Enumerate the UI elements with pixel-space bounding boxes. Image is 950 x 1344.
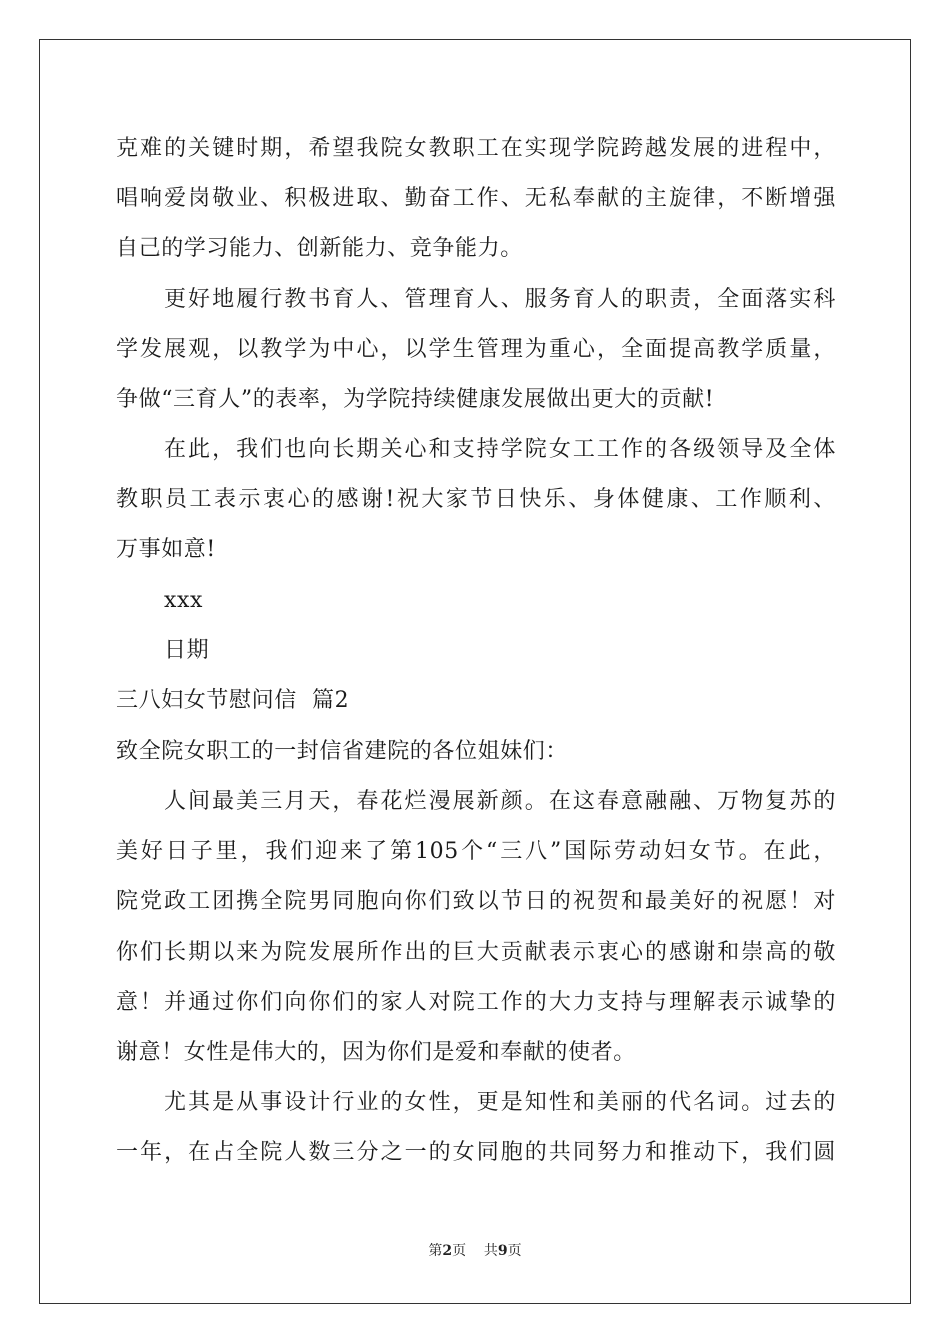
salutation: 致全院女职工的一封信省建院的各位姐妹们： — [116, 739, 569, 764]
page-footer — [0, 1242, 950, 1260]
text-line: 美好日子里，我们迎来了第105个“三八”国际劳动妇女节。在此， — [116, 839, 836, 864]
text-line: 院党政工团携全院男同胞向你们致以节日的祝贺和最美好的祝愿！对 — [116, 889, 836, 914]
text-line: 一年，在占全院人数三分之一的女同胞的共同努力和推动下，我们圆 — [116, 1140, 836, 1165]
text-line: 意！并通过你们向你们的家人对院工作的大力支持与理解表示诚挚的 — [116, 990, 836, 1015]
footer-prefix: 第 — [428, 1243, 443, 1259]
text-line: 教职员工表示衷心的感谢!祝大家节日快乐、身体健康、工作顺利、 — [116, 487, 836, 512]
text-line: 争做“三育人”的表率，为学院持续健康发展做出更大的贡献! — [116, 387, 715, 412]
footer-suffix: 页 — [507, 1243, 522, 1259]
text-line: 学发展观，以教学为中心，以学生管理为重心，全面提高教学质量， — [116, 337, 836, 362]
text-line: 更好地履行教书育人、管理育人、服务育人的职责，全面落实科 — [164, 287, 836, 312]
text-line: 尤其是从事设计行业的女性，更是知性和美丽的代名词。过去的 — [164, 1090, 836, 1115]
text-line: 在此，我们也向长期关心和支持学院女工工作的各级领导及全体 — [164, 437, 836, 462]
text-line: 克难的关键时期，希望我院女教职工在实现学院跨越发展的进程中， — [116, 136, 836, 161]
text-line: 万事如意! — [116, 537, 216, 562]
signature-name: xxx — [164, 588, 204, 613]
text-line: 你们长期以来为院发展所作出的巨大贡献表示衷心的感谢和崇高的敬 — [116, 940, 836, 965]
current-page-number: 2 — [442, 1243, 453, 1259]
text-line: 唱响爱岗敬业、积极进取、勤奋工作、无私奉献的主旋律，不断增强 — [116, 186, 836, 211]
text-line: 自己的学习能力、创新能力、竞争能力。 — [116, 236, 523, 261]
section-heading: 三八妇女节慰问信 篇2 — [116, 688, 350, 713]
signature-date: 日期 — [164, 638, 210, 663]
footer-mid: 页 共 — [452, 1243, 498, 1259]
total-page-number: 9 — [497, 1243, 508, 1259]
text-line: 谢意！女性是伟大的，因为你们是爱和奉献的使者。 — [116, 1040, 636, 1065]
text-line: 人间最美三月天，春花烂漫展新颜。在这春意融融、万物复苏的 — [164, 789, 836, 814]
